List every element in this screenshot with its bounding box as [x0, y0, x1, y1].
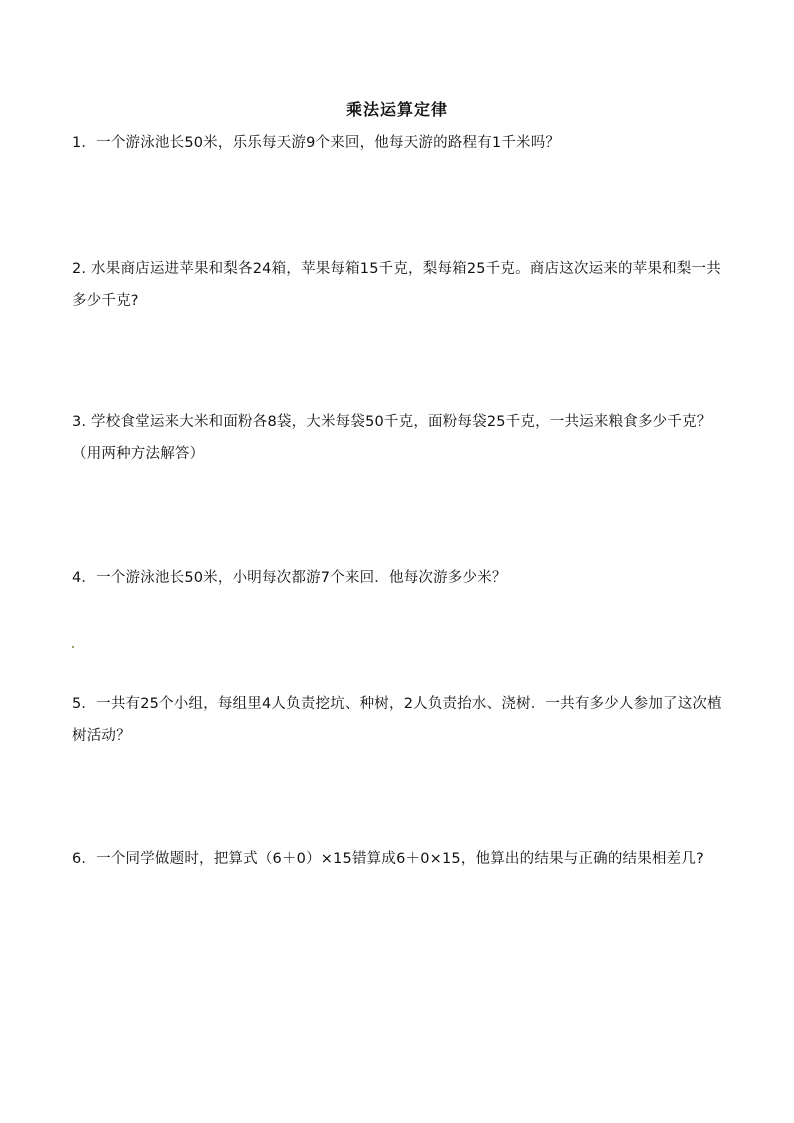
question-2: 2. 水果商店运进苹果和梨各24箱，苹果每箱15千克，梨每箱25千克。商店这次运来的苹果和梨一共多少千克?	[72, 261, 721, 309]
question-3: 3. 学校食堂运来大米和面粉各8袋，大米每袋50千克，面粉每袋25千克，一共运来粮食多少千克？（用两种方法解答）	[72, 414, 712, 462]
question-5: 5．一共有25个小组，每组里4人负责挖坑、种树，2人负责抬水、浇树．一共有多少人参加了这次植树活动？	[72, 696, 722, 744]
question-6: 6．一个同学做题时，把算式（6＋0）×15错算成6＋0×15，他算出的结果与正确的结果相差几?	[72, 851, 704, 867]
stray-mark	[72, 646, 74, 648]
question-1: 1．一个游泳池长50米，乐乐每天游9个来回，他每天游的路程有1千米吗？	[72, 135, 561, 151]
question-4: 4．一个游泳池长50米，小明每次都游7个来回．他每次游多少米？	[72, 570, 507, 586]
page-title: 乘法运算定律	[345, 100, 448, 119]
